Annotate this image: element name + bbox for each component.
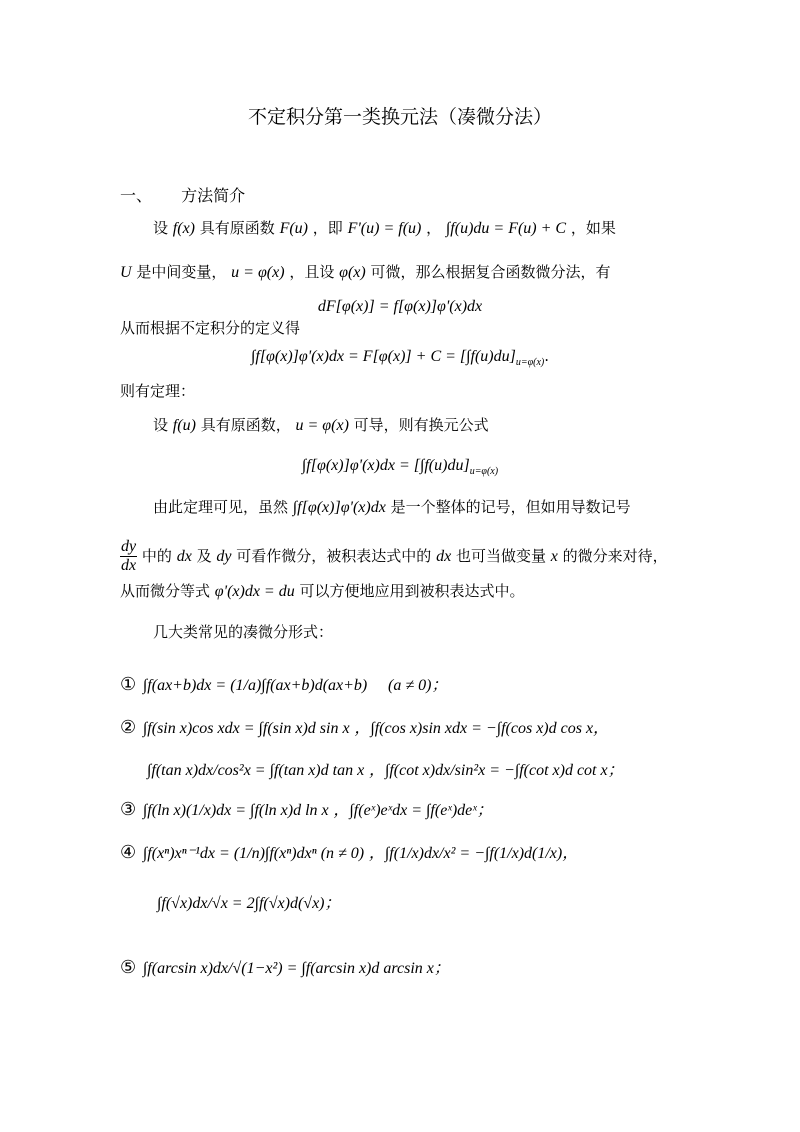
- text: ，: [426, 219, 442, 237]
- form-5: [120, 958, 450, 979]
- text: 的微分来对待，: [562, 547, 668, 565]
- remark-line-2: [120, 538, 668, 575]
- text: 从而微分等式: [120, 582, 211, 600]
- theorem-line: [153, 415, 489, 436]
- formula: f(u): [172, 417, 196, 434]
- remark-line-3: [120, 581, 525, 602]
- formula-display-3: [0, 455, 800, 482]
- formula-subscript: u=φ(x): [515, 357, 545, 368]
- text: 由此定理可见，虽然: [153, 498, 289, 516]
- formula: U: [120, 264, 132, 281]
- text: ，即: [312, 219, 343, 237]
- formula: ∫f(arcsin x)dx/√(1−x²) = ∫f(arcsin x)d arcsin x；: [142, 960, 450, 977]
- item-marker: ④: [120, 842, 137, 863]
- page-title: 不定积分第一类换元法（凑微分法）: [247, 106, 552, 128]
- formula: u = φ(x): [295, 417, 349, 434]
- fraction-numerator: dy: [121, 538, 137, 555]
- formula: x: [550, 548, 558, 565]
- formula: ∫f(tan x)dx/cos²x = ∫f(tan x)d tan x: [147, 762, 365, 779]
- formula: f(x): [172, 220, 195, 237]
- formula: dy: [216, 548, 232, 565]
- formula: ∫f(xⁿ)xⁿ⁻¹dx = (1/n)∫f(xⁿ)dxⁿ (n ≠ 0): [142, 845, 365, 862]
- formula: φ'(x)dx = du: [214, 583, 295, 600]
- formula: F(u): [279, 220, 309, 237]
- intro-line-2: [120, 262, 611, 283]
- text: 具有原函数: [199, 219, 275, 237]
- formula: ∫f[φ(x)]φ'(x)dx = F[φ(x)] + C = [∫f(u)du]: [250, 348, 516, 365]
- formula-display-1: [0, 296, 800, 317]
- formula: dF[φ(x)] = f[φ(x)]φ'(x)dx: [317, 298, 483, 315]
- fraction-denominator: dx: [121, 557, 137, 574]
- item-marker: ②: [120, 717, 137, 738]
- text: 设: [153, 416, 169, 434]
- form-2b: [147, 760, 624, 781]
- formula: ∫f(ax+b)dx = (1/a)∫f(ax+b)d(ax+b): [142, 677, 368, 694]
- section-heading: [120, 186, 245, 206]
- section-number: 一、: [120, 186, 153, 205]
- text: 设: [153, 219, 169, 237]
- formula-condition: (a ≠ 0)；: [388, 677, 448, 694]
- fraction: [120, 538, 137, 575]
- text: 及: [196, 547, 212, 565]
- formula: φ(x): [339, 264, 366, 281]
- intro-line-1: [153, 218, 616, 239]
- form-4a: [120, 843, 578, 864]
- text: 可导，则有换元公式: [353, 416, 489, 434]
- form-2a: [120, 718, 609, 739]
- text: 可以方便地应用到被积表达式中。: [299, 582, 525, 600]
- formula: ∫f(ln x)(1/x)dx = ∫f(ln x)d ln x: [142, 802, 329, 819]
- text: 中的: [141, 547, 172, 565]
- theorem-intro: 则有定理：: [120, 382, 196, 400]
- form-1: [120, 675, 447, 696]
- forms-intro: 几大类常见的凑微分形式：: [153, 623, 334, 641]
- formula: ∫f(√x)dx/√x = 2∫f(√x)d(√x)；: [157, 895, 341, 912]
- text: ，且设: [289, 263, 335, 281]
- section-title: 方法简介: [181, 186, 246, 205]
- formula: ∫f[φ(x)]φ'(x)dx: [292, 499, 386, 516]
- text: 可微，那么根据复合函数微分法，有: [370, 263, 611, 281]
- item-marker: ①: [120, 674, 137, 695]
- text: 也可当做变量: [455, 547, 546, 565]
- formula-end: .: [544, 347, 550, 365]
- item-marker: ③: [120, 799, 137, 820]
- formula: ，∫f(eˣ)eˣdx = ∫f(eˣ)deˣ；: [333, 802, 493, 819]
- remark-line-1: [153, 497, 631, 518]
- formula-subscript: u=φ(x): [469, 466, 499, 477]
- formula: ∫f[φ(x)]φ'(x)dx = [∫f(u)du]: [301, 457, 470, 474]
- formula: dx: [176, 548, 192, 565]
- text: 是一个整体的记号，但如用导数记号: [390, 498, 631, 516]
- formula: u = φ(x): [231, 264, 285, 281]
- text: ，如果: [570, 219, 616, 237]
- form-4b: [157, 893, 341, 914]
- text: 可看作微分，被积表达式中的: [236, 547, 432, 565]
- formula: ，∫f(cos x)sin xdx = −∫f(cos x)d cos x，: [354, 720, 610, 737]
- form-3: [120, 800, 493, 821]
- formula-display-2: [0, 346, 800, 373]
- text: 是中间变量，: [136, 263, 227, 281]
- formula: ∫f(sin x)cos xdx = ∫f(sin x)d sin x: [142, 720, 350, 737]
- formula: ，∫f(1/x)dx/x² = −∫f(1/x)d(1/x)，: [368, 845, 579, 862]
- formula: F'(u) = f(u): [347, 220, 422, 237]
- formula: ，∫f(cot x)dx/sin²x = −∫f(cot x)d cot x；: [368, 762, 624, 779]
- item-marker: ⑤: [120, 957, 137, 978]
- definition-text: 从而根据不定积分的定义得: [120, 319, 301, 337]
- formula: dx: [436, 548, 452, 565]
- formula: ∫f(u)du = F(u) + C: [445, 220, 567, 237]
- text: 具有原函数，: [200, 416, 291, 434]
